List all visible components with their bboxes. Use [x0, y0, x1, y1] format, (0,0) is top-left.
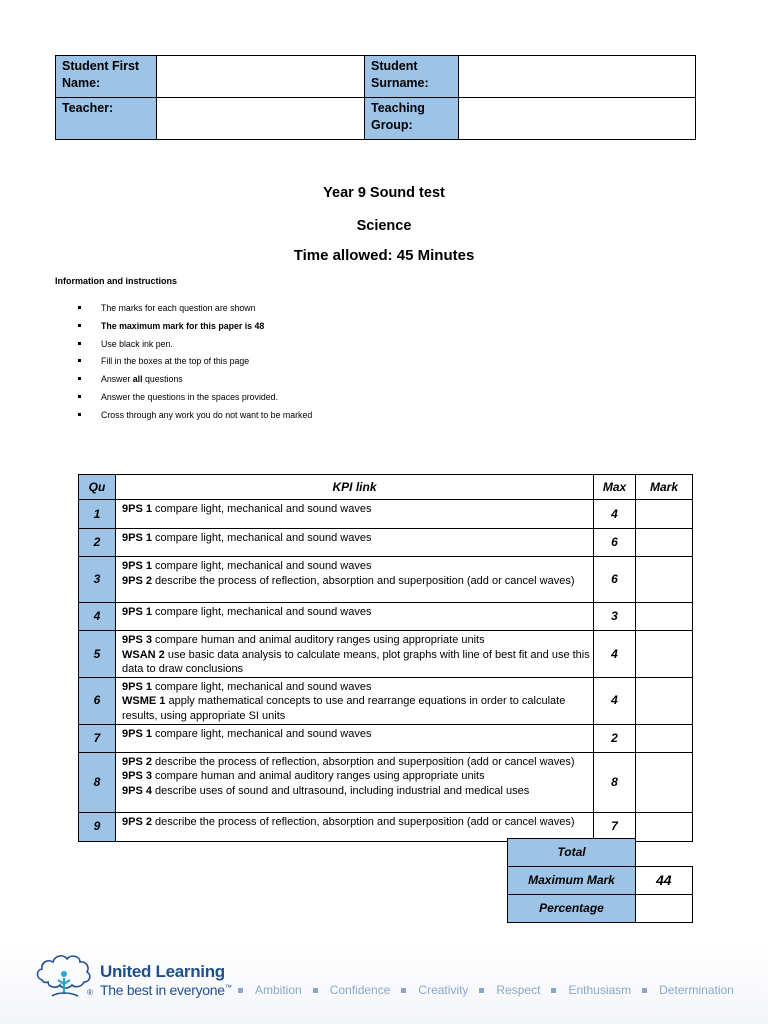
kpi-table-header	[79, 475, 693, 500]
subject-heading: Science	[356, 218, 412, 234]
test-title: Year 9 Sound test	[323, 185, 445, 201]
value-item: Respect	[479, 983, 540, 997]
mark-cell[interactable]	[636, 603, 693, 631]
teaching-group-field[interactable]	[459, 98, 696, 140]
value-item: Confidence	[313, 983, 391, 997]
table-row	[79, 752, 693, 812]
max-mark: 8	[594, 752, 636, 812]
kpi-cell: 9PS 2 describe the process of reflection, absorption and superposition (add or cancel waves)	[116, 812, 594, 841]
mark-cell[interactable]	[636, 529, 693, 557]
max-mark: 2	[594, 724, 636, 752]
bullet-square-icon	[479, 988, 484, 993]
teacher-field[interactable]	[157, 98, 365, 140]
mark-cell[interactable]	[636, 812, 693, 841]
bullet-square-icon	[401, 988, 406, 993]
value-item: Determination	[642, 983, 734, 997]
table-row	[79, 812, 693, 841]
mark-cell[interactable]	[636, 677, 693, 724]
registered-mark: ®	[87, 988, 93, 997]
kpi-cell: 9PS 1 compare light, mechanical and sound waves	[116, 724, 594, 752]
header-qu: Qu	[79, 475, 116, 500]
value-item: Enthusiasm	[551, 983, 631, 997]
table-row	[79, 529, 693, 557]
instruction-bold-word: all	[132, 374, 143, 385]
student-info-table	[55, 55, 696, 140]
instruction-item: Use black ink pen.	[78, 338, 312, 356]
teacher-label: Teacher:	[56, 98, 157, 140]
mark-cell[interactable]	[636, 631, 693, 678]
instructions-list	[78, 302, 312, 427]
surname-label: Student Surname:	[365, 56, 459, 98]
maximum-mark-value: 44	[636, 866, 693, 894]
instruction-item: Cross through any work you do not want to be marked	[78, 409, 312, 427]
question-number: 8	[79, 752, 116, 812]
instruction-item: Answer all questions	[78, 373, 312, 391]
kpi-cell: 9PS 1 compare light, mechanical and sound waves	[116, 603, 594, 631]
instruction-item: The maximum mark for this paper is 48	[78, 320, 312, 338]
question-number: 9	[79, 812, 116, 841]
header-max: Max	[594, 475, 636, 500]
max-mark: 4	[594, 500, 636, 529]
footer	[0, 940, 768, 1024]
mark-cell[interactable]	[636, 752, 693, 812]
time-allowed: Time allowed: 45 Minutes	[293, 247, 475, 264]
table-row	[79, 631, 693, 678]
bullet-square-icon	[238, 988, 243, 993]
total-value[interactable]	[636, 839, 693, 867]
value-item: Ambition	[238, 983, 302, 997]
bullet-square-icon	[551, 988, 556, 993]
max-mark: 6	[594, 557, 636, 603]
kpi-cell: 9PS 1 compare light, mechanical and sound waves	[116, 529, 594, 557]
max-mark: 6	[594, 529, 636, 557]
question-number: 6	[79, 677, 116, 724]
totals-table	[507, 838, 693, 923]
kpi-cell: 9PS 1 compare light, mechanical and sound waves WSME 1 apply mathematical concepts to use and rearrange equations in order to calculate results, using appropriate SI units	[116, 677, 594, 724]
header-kpi: KPI link	[116, 475, 594, 500]
kpi-cell: 9PS 1 compare light, mechanical and sound waves 9PS 2 describe the process of reflection, absorption and superposition (add or cancel waves)	[116, 557, 594, 603]
instruction-item: The marks for each question are shown	[78, 302, 312, 320]
teaching-group-label: Teaching Group:	[365, 98, 459, 140]
first-name-label: Student First Name:	[56, 56, 157, 98]
instructions-heading: Information and instructions	[55, 276, 178, 286]
max-mark: 7	[594, 812, 636, 841]
table-row	[79, 557, 693, 603]
kpi-cell: 9PS 1 compare light, mechanical and sound waves	[116, 500, 594, 529]
question-number: 3	[79, 557, 116, 603]
bullet-square-icon	[313, 988, 318, 993]
table-row	[79, 603, 693, 631]
mark-cell[interactable]	[636, 500, 693, 529]
value-item: Creativity	[401, 983, 468, 997]
total-label: Total	[508, 839, 636, 867]
instruction-item: Answer the questions in the spaces provided.	[78, 391, 312, 409]
kpi-table	[78, 474, 693, 842]
surname-field[interactable]	[459, 56, 696, 98]
mark-cell[interactable]	[636, 557, 693, 603]
kpi-cell: 9PS 2 describe the process of reflection, absorption and superposition (add or cancel waves) 9PS 3 compare human and animal auditory ranges using appropriate units 9PS 4 describe uses of sound and ultrasound, including industrial and medical uses	[116, 752, 594, 812]
question-number: 4	[79, 603, 116, 631]
mark-cell[interactable]	[636, 724, 693, 752]
bullet-square-icon	[642, 988, 647, 993]
instruction-item: Fill in the boxes at the top of this page	[78, 355, 312, 373]
table-row	[79, 724, 693, 752]
maximum-mark-label: Maximum Mark	[508, 866, 636, 894]
values-list	[238, 983, 745, 997]
table-row	[79, 500, 693, 529]
table-row	[79, 677, 693, 724]
percentage-value[interactable]	[636, 894, 693, 922]
brand-tagline: The best in everyone™	[100, 982, 232, 998]
kpi-cell: 9PS 3 compare human and animal auditory ranges using appropriate units WSAN 2 use basic data analysis to calculate means, plot graphs with line of best fit and use this data to draw conclusions	[116, 631, 594, 678]
max-mark: 4	[594, 677, 636, 724]
question-number: 2	[79, 529, 116, 557]
question-number: 1	[79, 500, 116, 529]
question-number: 5	[79, 631, 116, 678]
first-name-field[interactable]	[157, 56, 365, 98]
header-mark: Mark	[636, 475, 693, 500]
max-mark: 3	[594, 603, 636, 631]
brand-name: United Learning	[100, 962, 225, 981]
percentage-label: Percentage	[508, 894, 636, 922]
max-mark: 4	[594, 631, 636, 678]
question-number: 7	[79, 724, 116, 752]
